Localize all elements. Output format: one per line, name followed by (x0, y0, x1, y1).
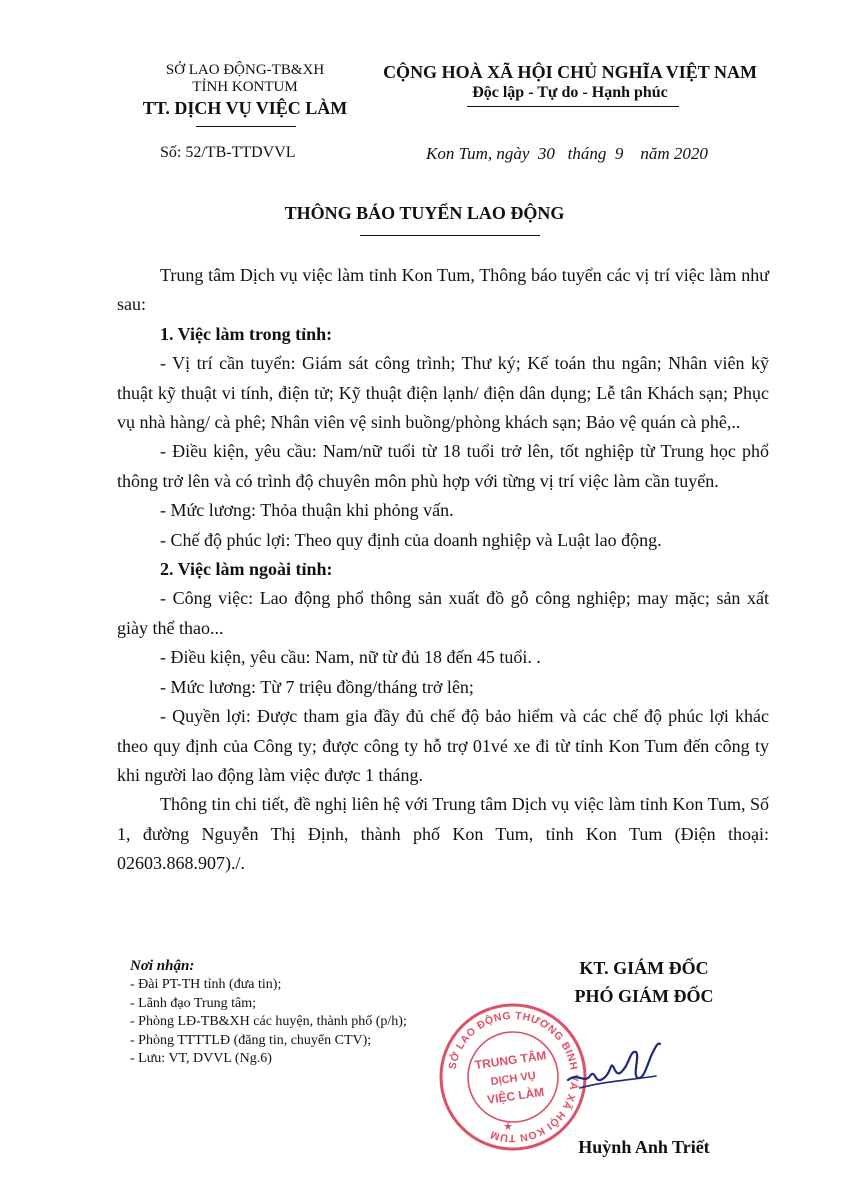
section-2-item: - Công việc: Lao động phổ thông sản xuất đồ gỗ công nghiệp; may mặc; sản xất giày thể thao... (117, 588, 769, 638)
place-and-date: Kon Tum, ngày 30 tháng 9 năm 2020 (426, 144, 708, 163)
org-line-2: TỈNH KONTUM (192, 79, 298, 95)
section-2-item: - Quyền lợi: Được tham gia đầy đủ chế độ bảo hiểm và các chế độ phúc lợi khác theo quy định của Công ty; được công ty hỗ trợ 01vé xe đi từ tỉnh Kon Tum đến công ty khi người lao động làm việc được 1 tháng. (117, 706, 769, 785)
section-1-item: - Vị trí cần tuyển: Giám sát công trình; Thư ký; Kế toán thu ngân; Nhân viên kỹ thuật kỹ thuật vi tính, điện tử; Kỹ thuật điện lạnh/ điện dân dụng; Lễ tân Khách sạn; Phục vụ nhà hàng/ cà phê; Nhân viên vệ sinh buồng/phòng khách sạn; Bảo vệ quán cà phê,.. (117, 353, 769, 433)
section-1-item: - Mức lương: Thỏa thuận khi phỏng vấn. (160, 500, 454, 521)
recipient-item: - Phòng TTTTLĐ (đăng tin, chuyển CTV); (130, 1032, 372, 1048)
recipient-item: - Đài PT-TH tỉnh (đưa tin); (130, 977, 282, 992)
section-1-item: - Điều kiện, yêu cầu: Nam/nữ tuổi từ 18 tuổi trở lên, tốt nghiệp từ Trung học phổ thông trở lên và có trình độ chuyên môn phù hợp với từng vị trí việc làm cần tuyển. (117, 441, 769, 491)
recipients-block (130, 956, 407, 1069)
recipient-item: - Lãnh đạo Trung tâm; (130, 995, 256, 1011)
org-line-3: TT. DỊCH VỤ VIỆC LÀM (142, 98, 348, 118)
section-2-item: - Mức lương: Từ 7 triệu đồng/tháng trở lên; (160, 676, 474, 697)
recipient-item: - Phòng LĐ-TB&XH các huyện, thành phố (p/h); (130, 1014, 407, 1029)
recipients-title: Nơi nhận: (130, 958, 195, 974)
recipient-item: - Lưu: VT, DVVL (Ng.6) (130, 1051, 272, 1066)
national-motto: Độc lập - Tự do - Hạnh phúc (472, 84, 668, 101)
signature-line-1: KT. GIÁM ĐỐC (579, 958, 709, 978)
national-header (360, 61, 780, 103)
title-underline (360, 235, 540, 236)
stamp-center-line-2: DỊCH VỤ (490, 1069, 537, 1089)
nation-name: CỘNG HOÀ XÃ HỘI CHỦ NGHĨA VIỆT NAM (383, 62, 757, 82)
motto-underline (467, 106, 679, 107)
stamp-star-icon: ★ (503, 1121, 513, 1133)
section-1-heading: 1. Việc làm trong tỉnh: (160, 323, 333, 344)
document-title: THÔNG BÁO TUYỂN LAO ĐỘNG (284, 203, 565, 223)
section-2-item: - Điều kiện, yêu cầu: Nam, nữ từ đủ 18 đến 45 tuổi. . (160, 647, 541, 668)
signature-line-2: PHÓ GIÁM ĐỐC (574, 986, 714, 1006)
closing-paragraph: Thông tin chi tiết, đề nghị liên hệ với Trung tâm Dịch vụ việc làm tỉnh Kon Tum, Số 1, đường Nguyễn Thị Định, thành phố Kon Tum, tỉnh Kon Tum (Điện thoại: 02603.868.907)./. (117, 794, 769, 874)
org-line-1: SỞ LAO ĐỘNG-TB&XH (165, 62, 325, 78)
document-body (117, 261, 769, 879)
stamp-ring-text: SỞ LAO ĐỘNG THƯƠNG BINH VÀ XÃ HỘI KON TUM (446, 1009, 581, 1145)
stamp-center-line-3: VIỆC LÀM (486, 1084, 546, 1107)
section-1-item: - Chế độ phúc lợi: Theo quy định của doanh nghiệp và Luật lao động. (160, 529, 662, 550)
signer-name: Huỳnh Anh Triết (578, 1137, 710, 1157)
issuing-organization (120, 62, 370, 119)
org-underline (196, 126, 296, 127)
document-number: Số: 52/TB-TTDVVL (160, 144, 296, 161)
intro-paragraph: Trung tâm Dịch vụ việc làm tỉnh Kon Tum, Thông báo tuyển các vị trí việc làm như sau: (117, 265, 769, 315)
handwritten-signature (560, 1032, 670, 1102)
section-2-heading: 2. Việc làm ngoài tỉnh: (160, 559, 333, 580)
stamp-center-line-1: TRUNG TÂM (474, 1048, 548, 1073)
